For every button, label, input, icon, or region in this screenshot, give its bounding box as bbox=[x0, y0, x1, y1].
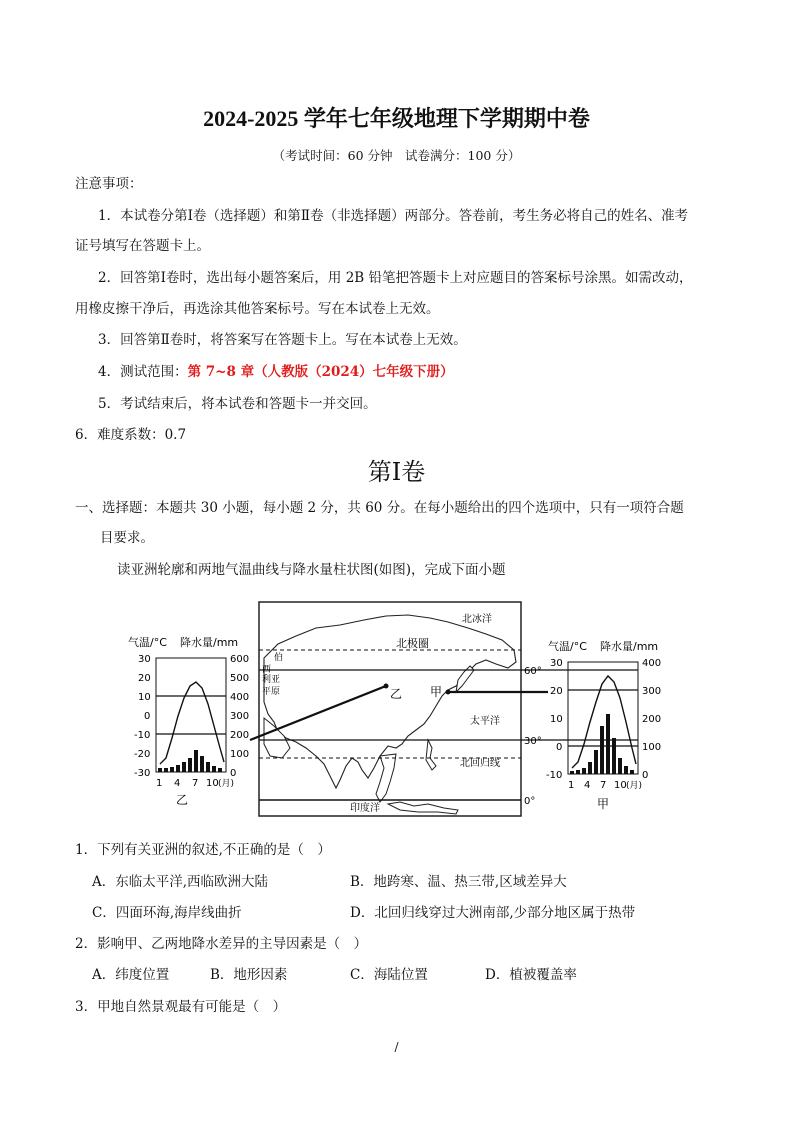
label-pacific: 太平洋 bbox=[470, 716, 500, 727]
notice-item-2-cont: 用橡皮擦干净后，再选涂其他答案标号。写在本试卷上无效。 bbox=[75, 301, 440, 317]
section-instructions-cont: 目要求。 bbox=[100, 530, 154, 546]
q2-option-b[interactable]: B．地形因素 bbox=[210, 967, 288, 983]
label-arctic-circle: 北极圈 bbox=[396, 637, 429, 650]
notice-item-2: 2．回答第Ⅰ卷时，选出每小题答案后，用 2B 铅笔把答题卡上对应题目的答案标号涂黑。如需改动， bbox=[98, 270, 693, 286]
question-prompt: 读亚洲轮廓和两地气温曲线与降水量柱状图(如图)，完成下面小题 bbox=[117, 562, 506, 578]
svg-text:10: 10 bbox=[614, 780, 627, 791]
jia-bars bbox=[570, 714, 634, 774]
svg-text:-20: -20 bbox=[134, 749, 151, 760]
svg-text:7: 7 bbox=[192, 778, 199, 789]
svg-text:0: 0 bbox=[230, 768, 237, 779]
svg-text:20: 20 bbox=[550, 686, 563, 697]
section-instructions: 一、选择题：本题共 30 小题，每小题 2 分，共 60 分。在每小题给出的四个选项中，只有一项符合题 bbox=[75, 500, 684, 516]
label-lat-0: 0° bbox=[524, 796, 536, 807]
q1-option-d[interactable]: D．北回归线穿过大洲南部,少部分地区属于热带 bbox=[350, 905, 636, 921]
section-title: 第Ⅰ卷 bbox=[367, 458, 426, 486]
jia-precip-ticks bbox=[642, 658, 661, 781]
label-point-yi: 乙 bbox=[390, 687, 403, 701]
climate-chart-jia bbox=[546, 639, 661, 811]
svg-text:(月): (月) bbox=[218, 779, 235, 789]
svg-text:0: 0 bbox=[144, 711, 151, 722]
svg-text:400: 400 bbox=[230, 692, 250, 703]
svg-text:0: 0 bbox=[642, 770, 649, 781]
difficulty: 6．难度系数：0.7 bbox=[75, 427, 187, 443]
svg-text:1: 1 bbox=[156, 778, 163, 789]
svg-text:300: 300 bbox=[230, 711, 250, 722]
svg-text:4: 4 bbox=[174, 778, 181, 789]
notice-item-5: 5．考试结束后，将本试卷和答题卡一并交回。 bbox=[98, 396, 377, 412]
svg-text:30: 30 bbox=[138, 654, 151, 665]
jia-temp-ticks bbox=[546, 658, 563, 781]
yi-precip-ticks bbox=[230, 654, 249, 779]
q1-option-c[interactable]: C．四面环海,海岸线曲折 bbox=[92, 905, 242, 921]
yi-temp-curve bbox=[160, 682, 224, 764]
svg-text:100: 100 bbox=[642, 742, 662, 753]
question-2: 2．影响甲、乙两地降水差异的主导因素是（ ） bbox=[75, 936, 368, 952]
notice-heading: 注意事项： bbox=[75, 176, 143, 192]
yi-precip-label: 降水量/mm bbox=[180, 636, 239, 649]
point-jia-marker bbox=[446, 690, 451, 695]
label-lat-60: 60° bbox=[524, 666, 542, 677]
svg-text:4: 4 bbox=[584, 780, 591, 791]
svg-text:400: 400 bbox=[642, 658, 662, 669]
label-lat-30: 30° bbox=[524, 736, 542, 747]
label-siberia-2: 伯 bbox=[274, 653, 284, 663]
q1-option-b[interactable]: B．地跨寒、温、热三带,区域差异大 bbox=[350, 874, 567, 890]
jia-station-label: 甲 bbox=[597, 797, 610, 811]
notice-item-1-cont: 证号填写在答题卡上。 bbox=[75, 238, 210, 254]
q2-option-a[interactable]: A．纬度位置 bbox=[92, 967, 170, 983]
label-siberia-3: 利亚 bbox=[262, 675, 281, 685]
svg-text:-10: -10 bbox=[134, 730, 151, 741]
asia-climate-figure bbox=[118, 598, 678, 823]
svg-text:100: 100 bbox=[230, 749, 250, 760]
notice-item-3: 3．回答第Ⅱ卷时，将答案写在答题卡上。写在本试卷上无效。 bbox=[98, 332, 467, 348]
svg-text:-10: -10 bbox=[546, 770, 563, 781]
svg-text:(月): (月) bbox=[626, 781, 643, 791]
svg-text:600: 600 bbox=[230, 654, 250, 665]
q2-option-c[interactable]: C．海陆位置 bbox=[350, 967, 428, 983]
svg-text:500: 500 bbox=[230, 673, 250, 684]
svg-text:300: 300 bbox=[642, 686, 662, 697]
label-arctic-ocean: 北冰洋 bbox=[462, 614, 492, 625]
svg-text:200: 200 bbox=[230, 730, 250, 741]
svg-text:10: 10 bbox=[138, 692, 151, 703]
yi-temp-label: 气温/°C bbox=[128, 636, 167, 649]
svg-text:7: 7 bbox=[600, 780, 607, 791]
notice-item-1: 1．本试卷分第Ⅰ卷（选择题）和第Ⅱ卷（非选择题）两部分。答卷前，考生务必将自己的姓名、准考 bbox=[98, 208, 689, 224]
notice-item-4 bbox=[98, 362, 454, 382]
notice-item-4-label: 4．测试范围： bbox=[98, 364, 188, 380]
label-tropic: 北回归线 bbox=[460, 758, 500, 769]
asia-map bbox=[250, 602, 638, 816]
label-siberia-1: 西 bbox=[262, 665, 272, 675]
figure-svg bbox=[118, 598, 678, 823]
svg-text:200: 200 bbox=[642, 714, 662, 725]
question-3: 3．甲地自然景观最有可能是（ ） bbox=[75, 999, 287, 1015]
point-yi-marker bbox=[384, 684, 389, 689]
jia-month-ticks bbox=[568, 780, 642, 791]
label-siberia-4: 平原 bbox=[262, 687, 281, 697]
yi-station-label: 乙 bbox=[176, 793, 189, 807]
page-title: 2024-2025 学年七年级地理下学期期中卷 bbox=[203, 106, 590, 131]
svg-text:0: 0 bbox=[556, 742, 563, 753]
yi-temp-ticks bbox=[134, 654, 151, 779]
climate-chart-yi bbox=[128, 635, 249, 807]
page-footer: / bbox=[394, 1040, 399, 1054]
svg-text:20: 20 bbox=[138, 673, 151, 684]
svg-text:30: 30 bbox=[550, 658, 563, 669]
label-indian-ocean: 印度洋 bbox=[350, 803, 380, 814]
exam-info: （考试时间：60 分钟 试卷满分：100 分） bbox=[272, 148, 521, 163]
svg-text:1: 1 bbox=[568, 780, 575, 791]
jia-precip-label: 降水量/mm bbox=[600, 640, 659, 653]
yi-month-ticks bbox=[156, 778, 234, 789]
q1-option-a[interactable]: A．东临太平洋,西临欧洲大陆 bbox=[92, 874, 269, 890]
q2-option-d[interactable]: D．植被覆盖率 bbox=[485, 967, 577, 983]
question-1: 1．下列有关亚洲的叙述,不正确的是（ ） bbox=[75, 842, 331, 858]
svg-text:10: 10 bbox=[206, 778, 219, 789]
svg-text:-30: -30 bbox=[134, 768, 151, 779]
svg-text:10: 10 bbox=[550, 714, 563, 725]
jia-temp-label: 气温/°C bbox=[548, 640, 587, 653]
test-range: 第 7~8 章（人教版（2024）七年级下册） bbox=[187, 364, 454, 380]
label-point-jia: 甲 bbox=[430, 685, 443, 699]
